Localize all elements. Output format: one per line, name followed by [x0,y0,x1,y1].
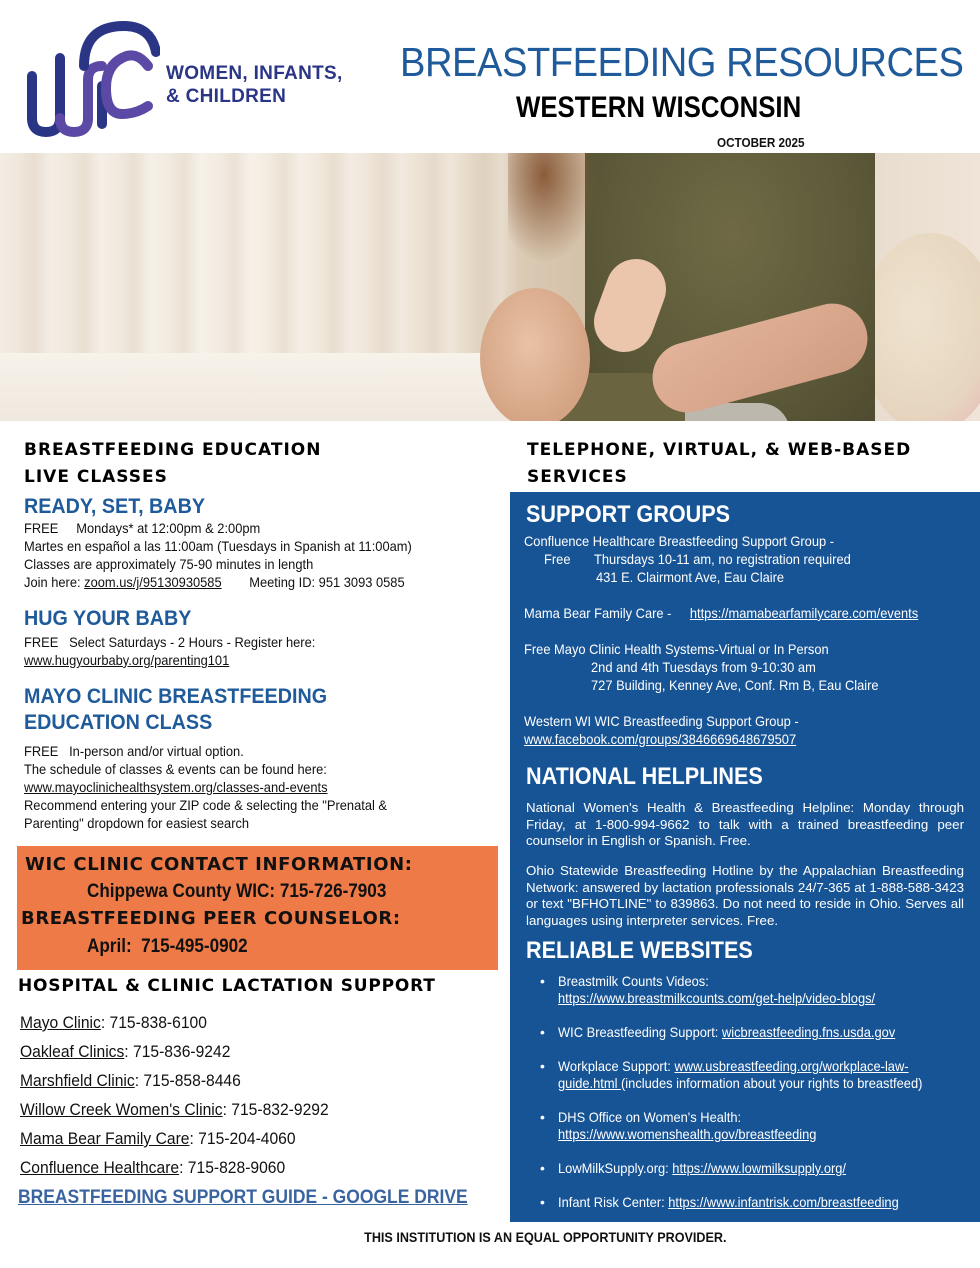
heading-line: BREASTFEEDING EDUCATION [24,440,322,460]
website-item-wic [540,1024,954,1041]
peer-counselor-heading: BREASTFEEDING PEER COUNSELOR: [21,908,401,929]
hospital-link-mayo[interactable]: Mayo Clinic [20,1013,101,1032]
hospital-row [20,1153,329,1182]
hospital-support-heading: HOSPITAL & CLINIC LACTATION SUPPORT [18,976,436,996]
womens-health-helpline: National Women's Health & Breastfeeding Helpline: Monday through Friday, at 1-800-994-9662 to talk with a trained breastfeeding peer counselor in English or Spanish. Free. [526,800,964,848]
hospital-row [20,1037,329,1066]
ohio-hotline: Ohio Statewide Breastfeeding Hotline by the Appalachian Breastfeeding Network: answered by lactation professionals 24/7-365 at 1-888-588-3423 or text "BFHOTLINE" to 839863. Do not need to reside in Ohio. Serves all languages using interpreter services. Free. [526,863,964,928]
mayo-group-time: 2nd and 4th Tuesdays from 9-10:30 am [591,659,816,675]
ready-set-baby-schedule: FREE Mondays* at 12:00pm & 2:00pm [24,520,261,536]
websites-list [540,973,954,1228]
hospital-row [20,1095,329,1124]
mayo-class-title-line1: MAYO CLINIC BREASTFEEDING [24,685,328,708]
heading-line: TELEPHONE, VIRTUAL, & WEB-BASED [527,440,912,460]
website-label: Workplace Support: [558,1058,675,1074]
ready-set-baby-join [24,573,405,591]
services-panel [510,492,980,1222]
womens-health-link[interactable]: https://www.womenshealth.gov/breastfeeding [558,1126,817,1142]
hospital-link-oakleaf[interactable]: Oakleaf Clinics [20,1042,125,1061]
footer [0,1229,980,1245]
workplace-law-link[interactable]: www.usbreastfeeding.org/workplace-law- [674,1058,909,1074]
mayo-class-option: FREE In-person and/or virtual option. [24,743,244,759]
hospital-phone: : 715-836-9242 [124,1042,231,1061]
website-item-breastmilk-counts [540,973,954,1007]
hospital-phone: : 715-832-9292 [222,1100,329,1119]
mama-bear-events-link[interactable]: https://mamabearfamilycare.com/events [689,605,919,621]
website-item-lowmilksupply [540,1160,954,1177]
ready-set-baby-length: Classes are approximately 75-90 minutes in length [24,556,314,572]
logo-text-line1: WOMEN, INFANTS, [166,63,343,84]
support-guide-link[interactable]: BREASTFEEDING SUPPORT GUIDE - GOOGLE DRIVE [18,1187,468,1208]
logo-text-line2: & CHILDREN [166,86,287,107]
workplace-law-link-cont[interactable]: guide.html [558,1075,622,1091]
infantrisk-link[interactable]: https://www.infantrisk.com/breastfeeding [668,1194,899,1210]
hero-photo [0,153,980,421]
mama-bear-label: Mama Bear Family Care - [524,605,672,621]
mayo-class-link[interactable]: www.mayoclinichealthsystem.org/classes-and-events [24,779,328,795]
wic-breastfeeding-link[interactable]: wicbreastfeeding.fns.usda.gov [721,1024,896,1040]
ready-set-baby-title: READY, SET, BABY [24,495,205,518]
website-item-workplace [540,1058,954,1092]
page-subtitle: WESTERN WISCONSIN [516,91,802,124]
heading-line: SERVICES [527,467,628,487]
confluence-group-address: 431 E. Clairmont Ave, Eau Claire [596,569,785,585]
confluence-group-free: Free [544,551,571,567]
mayo-group-address: 727 Building, Kenney Ave, Conf. Rm B, Eau Claire [591,677,879,693]
hospital-link-confluence[interactable]: Confluence Healthcare [20,1158,180,1177]
hug-your-baby-title: HUG YOUR BABY [24,607,192,630]
photo-pillow [860,233,980,421]
breastmilk-counts-link[interactable]: https://www.breastmilkcounts.com/get-help/video-blogs/ [558,990,876,1006]
hospital-phone: : 715-858-8446 [134,1071,241,1090]
ready-set-baby-spanish: Martes en español a las 11:00am (Tuesdays in Spanish at 11:00am) [24,538,412,554]
hospital-phone: : 715-838-6100 [100,1013,207,1032]
website-label: WIC Breastfeeding Support: [558,1024,722,1040]
confluence-group-time: Thursdays 10-11 am, no registration required [594,551,851,567]
website-item-dhs [540,1109,954,1143]
services-section-heading [527,437,911,491]
hospital-link-mama-bear[interactable]: Mama Bear Family Care [20,1129,190,1148]
wic-contact-heading: WIC CLINIC CONTACT INFORMATION: [25,854,413,875]
education-section-heading [24,437,321,491]
zoom-link[interactable]: zoom.us/j/95130930585 [84,574,222,590]
mayo-class-schedule: The schedule of classes & events can be found here: [24,761,327,777]
website-label: • DHS Office on Women's Health: [558,1109,742,1125]
wic-logo-mark-icon [20,18,160,140]
mayo-class-tip-line1: Recommend entering your ZIP code & selecting the "Prenatal & [24,797,388,813]
peer-counselor-phone: April: 715-495-0902 [87,936,248,957]
website-label: LowMilkSupply.org: [558,1160,673,1176]
hug-your-baby-details: FREE Select Saturdays - 2 Hours - Register here: [24,634,316,650]
hospital-row [20,1124,329,1153]
reliable-websites-title: RELIABLE WEBSITES [526,937,753,964]
photo-curtain [0,153,520,353]
support-groups-title: SUPPORT GROUPS [526,501,731,528]
wic-logo-text [166,62,343,108]
mayo-class-tip-line2: Parenting" dropdown for easiest search [24,815,250,831]
western-wi-group-name: Western WI WIC Breastfeeding Support Group - [524,713,799,729]
confluence-group-name: Confluence Healthcare Breastfeeding Support Group - [524,533,835,549]
hospital-row [20,1008,329,1037]
photo-baby-head [480,288,590,421]
join-label: Join here: [24,574,85,590]
western-wi-facebook-link[interactable]: www.facebook.com/groups/3846669648679507 [524,731,797,747]
hospital-row [20,1066,329,1095]
photo-hair [508,153,598,263]
wic-contact-box [17,846,498,970]
mayo-class-title-line2: EDUCATION CLASS [24,711,213,734]
website-note: (includes information about your rights to breastfeed) [621,1075,923,1091]
heading-line: LIVE CLASSES [24,467,168,487]
page-title: BREASTFEEDING RESOURCES [400,39,964,85]
issue-date: OCTOBER 2025 [717,135,805,150]
national-helplines-title: NATIONAL HELPLINES [526,763,763,790]
mama-bear-group [524,604,918,622]
hug-your-baby-link[interactable]: www.hugyourbaby.org/parenting101 [24,652,230,668]
hospital-list [20,1008,356,1182]
website-item-infantrisk [540,1194,954,1211]
lowmilksupply-link[interactable]: https://www.lowmilksupply.org/ [672,1160,847,1176]
mayo-group-name: Free Mayo Clinic Health Systems-Virtual or In Person [524,641,829,657]
hospital-phone: : 715-204-4060 [189,1129,296,1148]
website-label: • Breastmilk Counts Videos: [558,973,709,989]
hospital-link-marshfield[interactable]: Marshfield Clinic [20,1071,135,1090]
photo-bed [0,353,560,421]
wic-contact-phone: Chippewa County WIC: 715-726-7903 [87,881,387,902]
hospital-phone: : 715-828-9060 [179,1158,286,1177]
equal-opportunity-statement: THIS INSTITUTION IS AN EQUAL OPPORTUNITY PROVIDER. [363,1229,727,1245]
meeting-id: Meeting ID: 951 3093 0585 [249,574,405,590]
website-label: Infant Risk Center: [558,1194,669,1210]
hospital-link-willow-creek[interactable]: Willow Creek Women's Clinic [20,1100,223,1119]
wic-logo [20,18,350,140]
